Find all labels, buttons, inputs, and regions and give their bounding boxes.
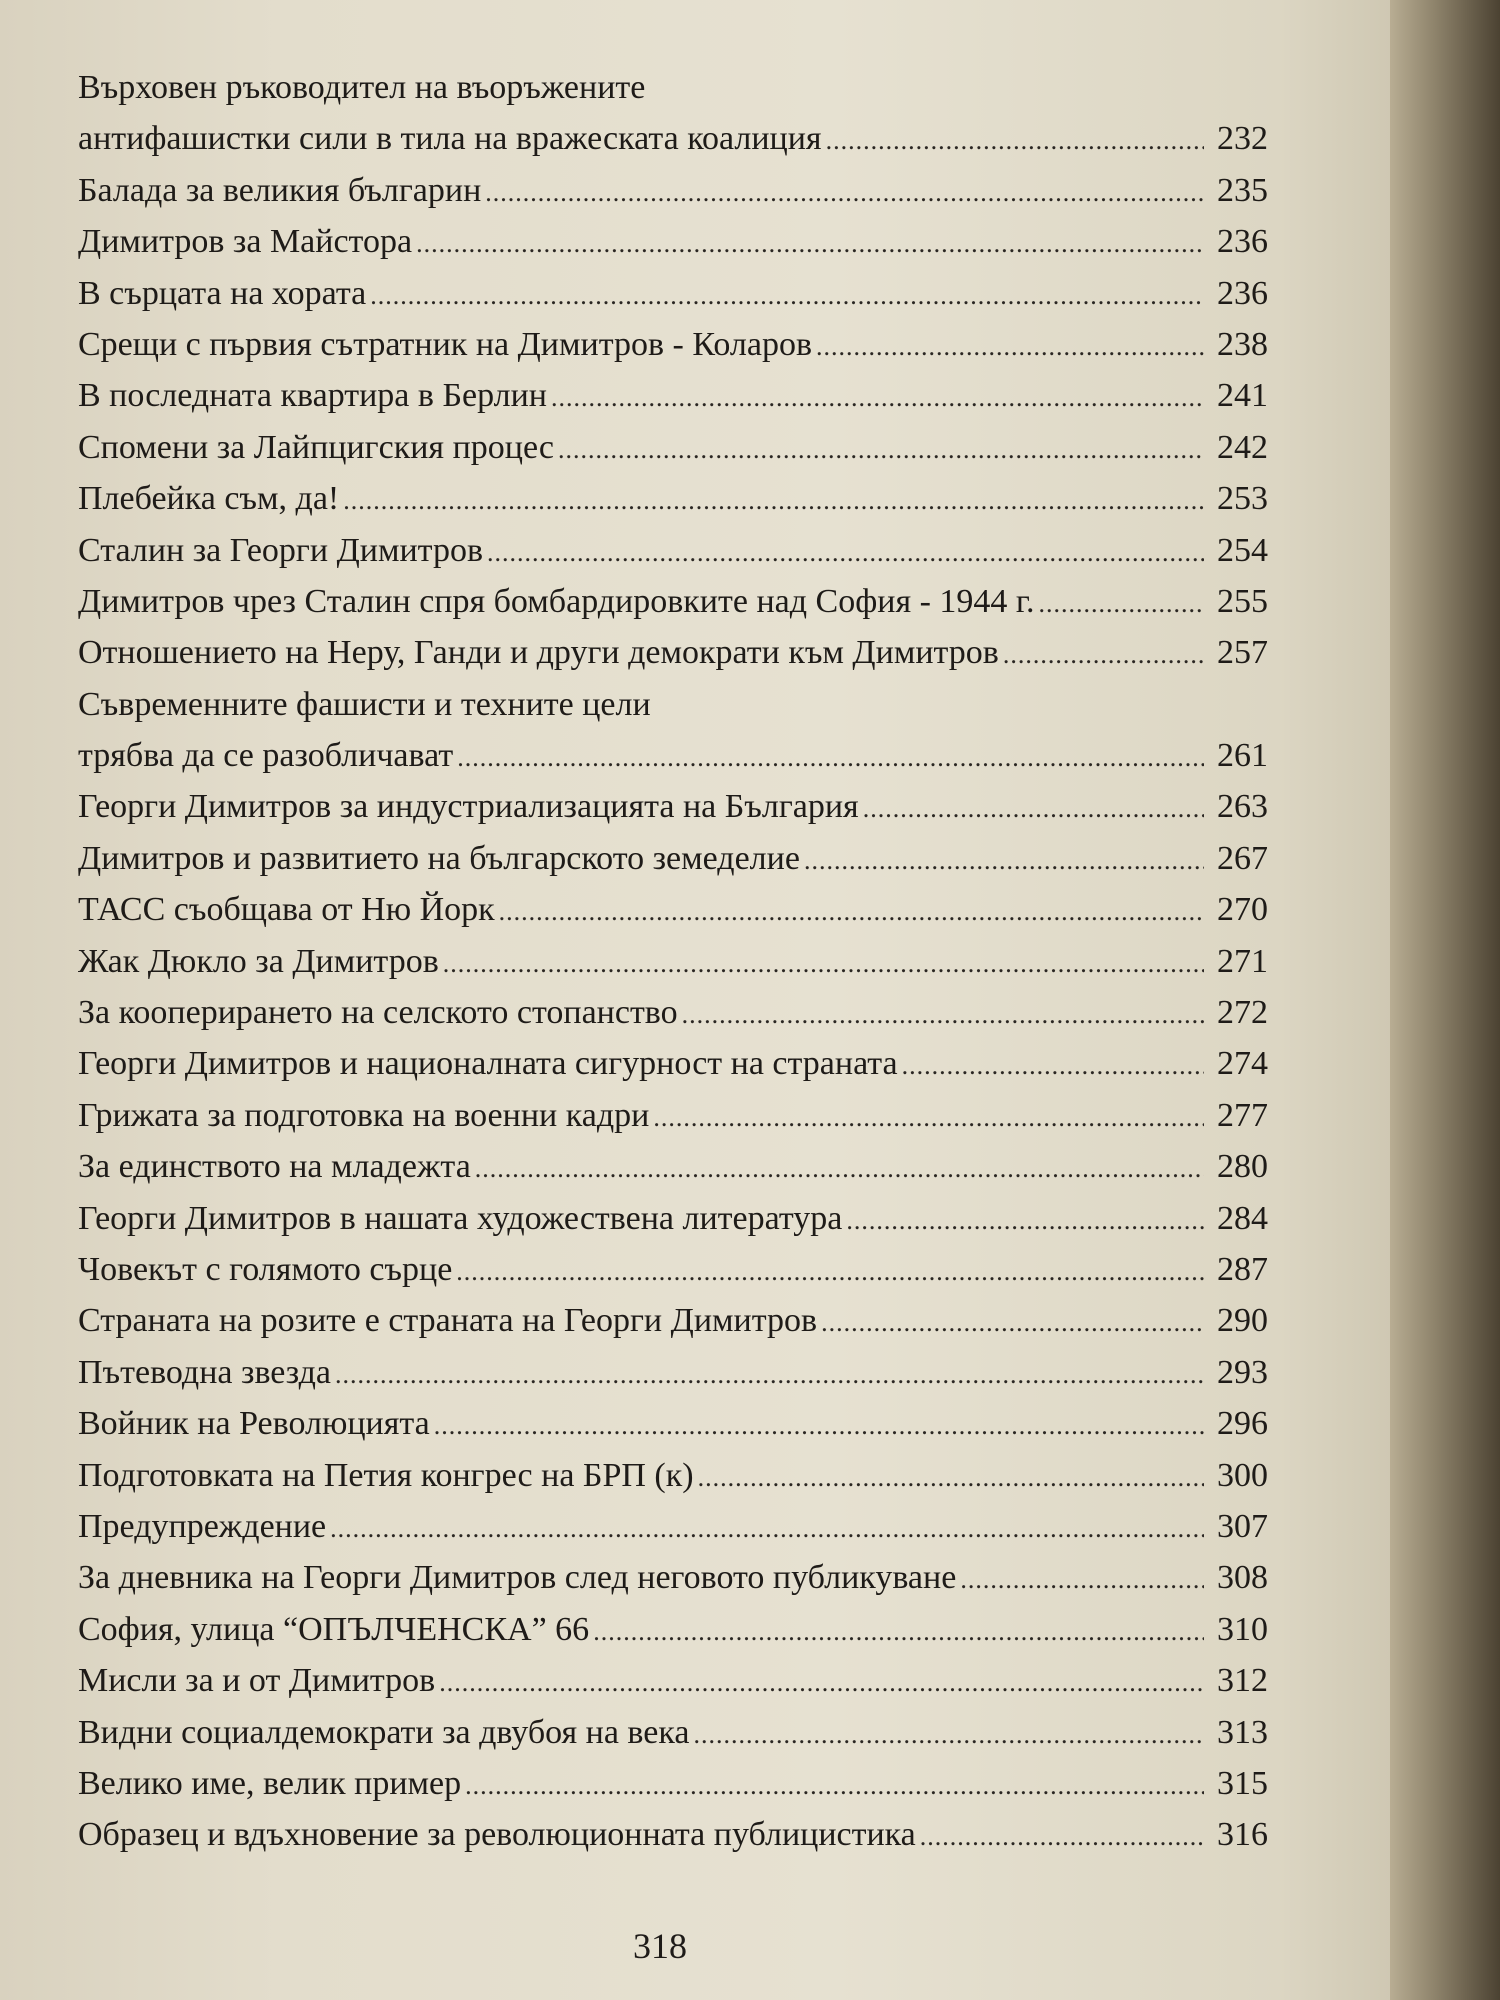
toc-entry [78, 113, 1268, 164]
toc-entry-first-line [78, 679, 1268, 730]
toc-entry-page: 296 [1217, 1405, 1268, 1443]
toc-entry-title: Грижата за подготовка на военни кадри [78, 1096, 650, 1134]
dot-leader [693, 1709, 1204, 1760]
table-of-contents [78, 62, 1268, 1861]
toc-entry-page: 280 [1217, 1148, 1268, 1186]
toc-entry [78, 576, 1268, 627]
dot-leader [487, 527, 1204, 578]
toc-entry [78, 730, 1268, 781]
toc-entry [78, 1758, 1268, 1809]
toc-entry [78, 268, 1268, 319]
toc-entry [78, 1552, 1268, 1603]
toc-entry [78, 781, 1268, 832]
toc-entry-title-continuation: антифашистки сили в тила на вражеската коалиция [78, 120, 822, 158]
toc-entry-title: Димитров за Майстора [78, 223, 413, 261]
toc-entry-page: 290 [1217, 1302, 1268, 1340]
toc-entry-page: 307 [1217, 1507, 1268, 1545]
toc-entry [78, 422, 1268, 473]
dot-leader [416, 218, 1204, 269]
toc-entry-title: Видни социалдемократи за двубоя на века [78, 1713, 690, 1751]
toc-entry-page: 310 [1217, 1610, 1268, 1648]
dot-leader [551, 372, 1204, 423]
toc-entry-title: Сталин за Георги Димитров [78, 531, 483, 569]
dot-leader [330, 1503, 1204, 1554]
toc-entry-title: Образец и вдъхновение за революционната публицистика [78, 1816, 916, 1854]
toc-entry [78, 1809, 1268, 1860]
toc-entry [78, 627, 1268, 678]
toc-entry-title: Димитров и развитието на българското земеделие [78, 839, 800, 877]
toc-entry [78, 833, 1268, 884]
dot-leader [682, 989, 1204, 1040]
toc-entry-title: Подготовката на Петия конгрес на БРП (к) [78, 1456, 694, 1494]
toc-entry-page: 315 [1217, 1764, 1268, 1802]
toc-entry-page: 261 [1217, 737, 1268, 775]
toc-entry-page: 255 [1217, 582, 1268, 620]
toc-entry-page: 236 [1217, 274, 1268, 312]
toc-entry [78, 473, 1268, 524]
toc-entry-title: За кооперирането на селското стопанство [78, 994, 678, 1032]
toc-entry-title: Отношението на Неру, Ганди и други демократи към Димитров [78, 634, 999, 672]
toc-entry-title: Пътеводна звезда [78, 1353, 332, 1391]
toc-entry [78, 987, 1268, 1038]
dot-leader [343, 475, 1204, 526]
toc-entry-title: Страната на розите е страната на Георги Димитров [78, 1302, 818, 1340]
toc-entry-page: 287 [1217, 1250, 1268, 1288]
toc-entry-title: Георги Димитров за индустриализацията на България [78, 788, 859, 826]
dot-leader [816, 321, 1204, 372]
toc-entry [78, 525, 1268, 576]
toc-entry [78, 936, 1268, 987]
dot-leader [475, 1143, 1204, 1194]
dot-leader [863, 783, 1204, 834]
toc-entry-page: 236 [1217, 223, 1268, 261]
dot-leader [821, 1297, 1204, 1348]
toc-entry [78, 1450, 1268, 1501]
toc-entry-page: 253 [1217, 480, 1268, 518]
toc-entry-page: 312 [1217, 1662, 1268, 1700]
toc-entry-title: За единството на младежта [78, 1148, 471, 1186]
toc-entry [78, 1295, 1268, 1346]
toc-entry-page: 300 [1217, 1456, 1268, 1494]
toc-entry-title: Човекът с голямото сърце [78, 1250, 453, 1288]
toc-entry [78, 216, 1268, 267]
page-number: 318 [633, 1926, 687, 1966]
toc-entry-page: 267 [1217, 839, 1268, 877]
dot-leader [902, 1040, 1204, 1091]
toc-entry-title: Спомени за Лайпцигския процес [78, 428, 554, 466]
dot-leader [439, 1657, 1204, 1708]
toc-entry-page: 232 [1217, 120, 1268, 158]
toc-entry [78, 1398, 1268, 1449]
dot-leader [1003, 629, 1204, 680]
toc-entry-title: Срещи с първия сътратник на Димитров - Коларов [78, 325, 813, 363]
dot-leader [558, 424, 1204, 475]
toc-entry-title: Върховен ръководител на въоръжените [78, 69, 646, 106]
toc-entry [78, 1604, 1268, 1655]
toc-entry-title: В последната квартира в Берлин [78, 377, 547, 415]
toc-entry-title: В сърцата на хората [78, 274, 367, 312]
toc-entry-page: 308 [1217, 1559, 1268, 1597]
toc-entry-page: 284 [1217, 1199, 1268, 1237]
dot-leader [826, 115, 1204, 166]
dot-leader [465, 1760, 1204, 1811]
toc-entry-page: 313 [1217, 1713, 1268, 1751]
toc-entry-page: 257 [1217, 634, 1268, 672]
dot-leader [457, 732, 1204, 783]
toc-entry-page: 274 [1217, 1045, 1268, 1083]
toc-entry-title: Велико име, велик пример [78, 1764, 462, 1802]
toc-entry-page: 271 [1217, 942, 1268, 980]
toc-entry [78, 1090, 1268, 1141]
toc-entry [78, 1244, 1268, 1295]
dot-leader [920, 1811, 1204, 1862]
toc-entry-page: 235 [1217, 171, 1268, 209]
toc-entry [78, 165, 1268, 216]
dot-leader [499, 886, 1204, 937]
dot-leader [698, 1452, 1204, 1503]
toc-entry-page: 316 [1217, 1816, 1268, 1854]
toc-entry-title: ТАСС съобщава от Ню Йорк [78, 891, 495, 929]
toc-entry-title: За дневника на Георги Димитров след неговото публикуване [78, 1559, 957, 1597]
toc-entry [78, 884, 1268, 935]
toc-entry [78, 370, 1268, 421]
toc-entry-title: Мисли за и от Димитров [78, 1662, 436, 1700]
dot-leader [370, 270, 1204, 321]
toc-entry [78, 1655, 1268, 1706]
dot-leader [846, 1195, 1204, 1246]
toc-entry-first-line [78, 62, 1268, 113]
toc-entry-title: София, улица “ОПЪЛЧЕНСКА” 66 [78, 1610, 590, 1648]
dot-leader [804, 835, 1204, 886]
toc-entry-page: 293 [1217, 1353, 1268, 1391]
toc-entry [78, 1707, 1268, 1758]
toc-entry-title: Георги Димитров в нашата художествена литература [78, 1199, 843, 1237]
toc-entry [78, 1501, 1268, 1552]
dot-leader [960, 1554, 1204, 1605]
dot-leader [335, 1349, 1204, 1400]
toc-entry-title: Димитров чрез Сталин спря бомбардировките над София - 1944 г. [78, 582, 1035, 620]
toc-entry-title: Плебейка съм, да! [78, 480, 340, 518]
toc-entry [78, 319, 1268, 370]
dot-leader [653, 1092, 1204, 1143]
toc-entry-page: 238 [1217, 325, 1268, 363]
toc-entry-title: Предупреждение [78, 1507, 327, 1545]
dot-leader [485, 167, 1204, 218]
page-edge [1390, 0, 1500, 2000]
dot-leader [456, 1246, 1204, 1297]
toc-entry-title: Съвременните фашисти и техните цели [78, 685, 651, 723]
toc-entry-title: Войник на Революцията [78, 1405, 430, 1443]
toc-entry [78, 1347, 1268, 1398]
toc-entry-page: 254 [1217, 531, 1268, 569]
toc-entry-page: 277 [1217, 1096, 1268, 1134]
dot-leader [1039, 578, 1204, 629]
toc-entry-title-continuation: трябва да се разобличават [78, 737, 454, 775]
toc-entry-title: Георги Димитров и националната сигурност на страната [78, 1045, 898, 1083]
toc-entry-title: Балада за великия българин [78, 171, 482, 209]
toc-entry [78, 1193, 1268, 1244]
toc-entry-page: 241 [1217, 377, 1268, 415]
toc-entry-page: 263 [1217, 788, 1268, 826]
dot-leader [443, 938, 1204, 989]
toc-entry-page: 242 [1217, 428, 1268, 466]
toc-entry-title: Жак Дюкло за Димитров [78, 942, 439, 980]
toc-entry [78, 1141, 1268, 1192]
toc-entry-page: 272 [1217, 994, 1268, 1032]
dot-leader [593, 1606, 1204, 1657]
toc-entry [78, 1038, 1268, 1089]
dot-leader [434, 1400, 1204, 1451]
toc-entry-page: 270 [1217, 891, 1268, 929]
